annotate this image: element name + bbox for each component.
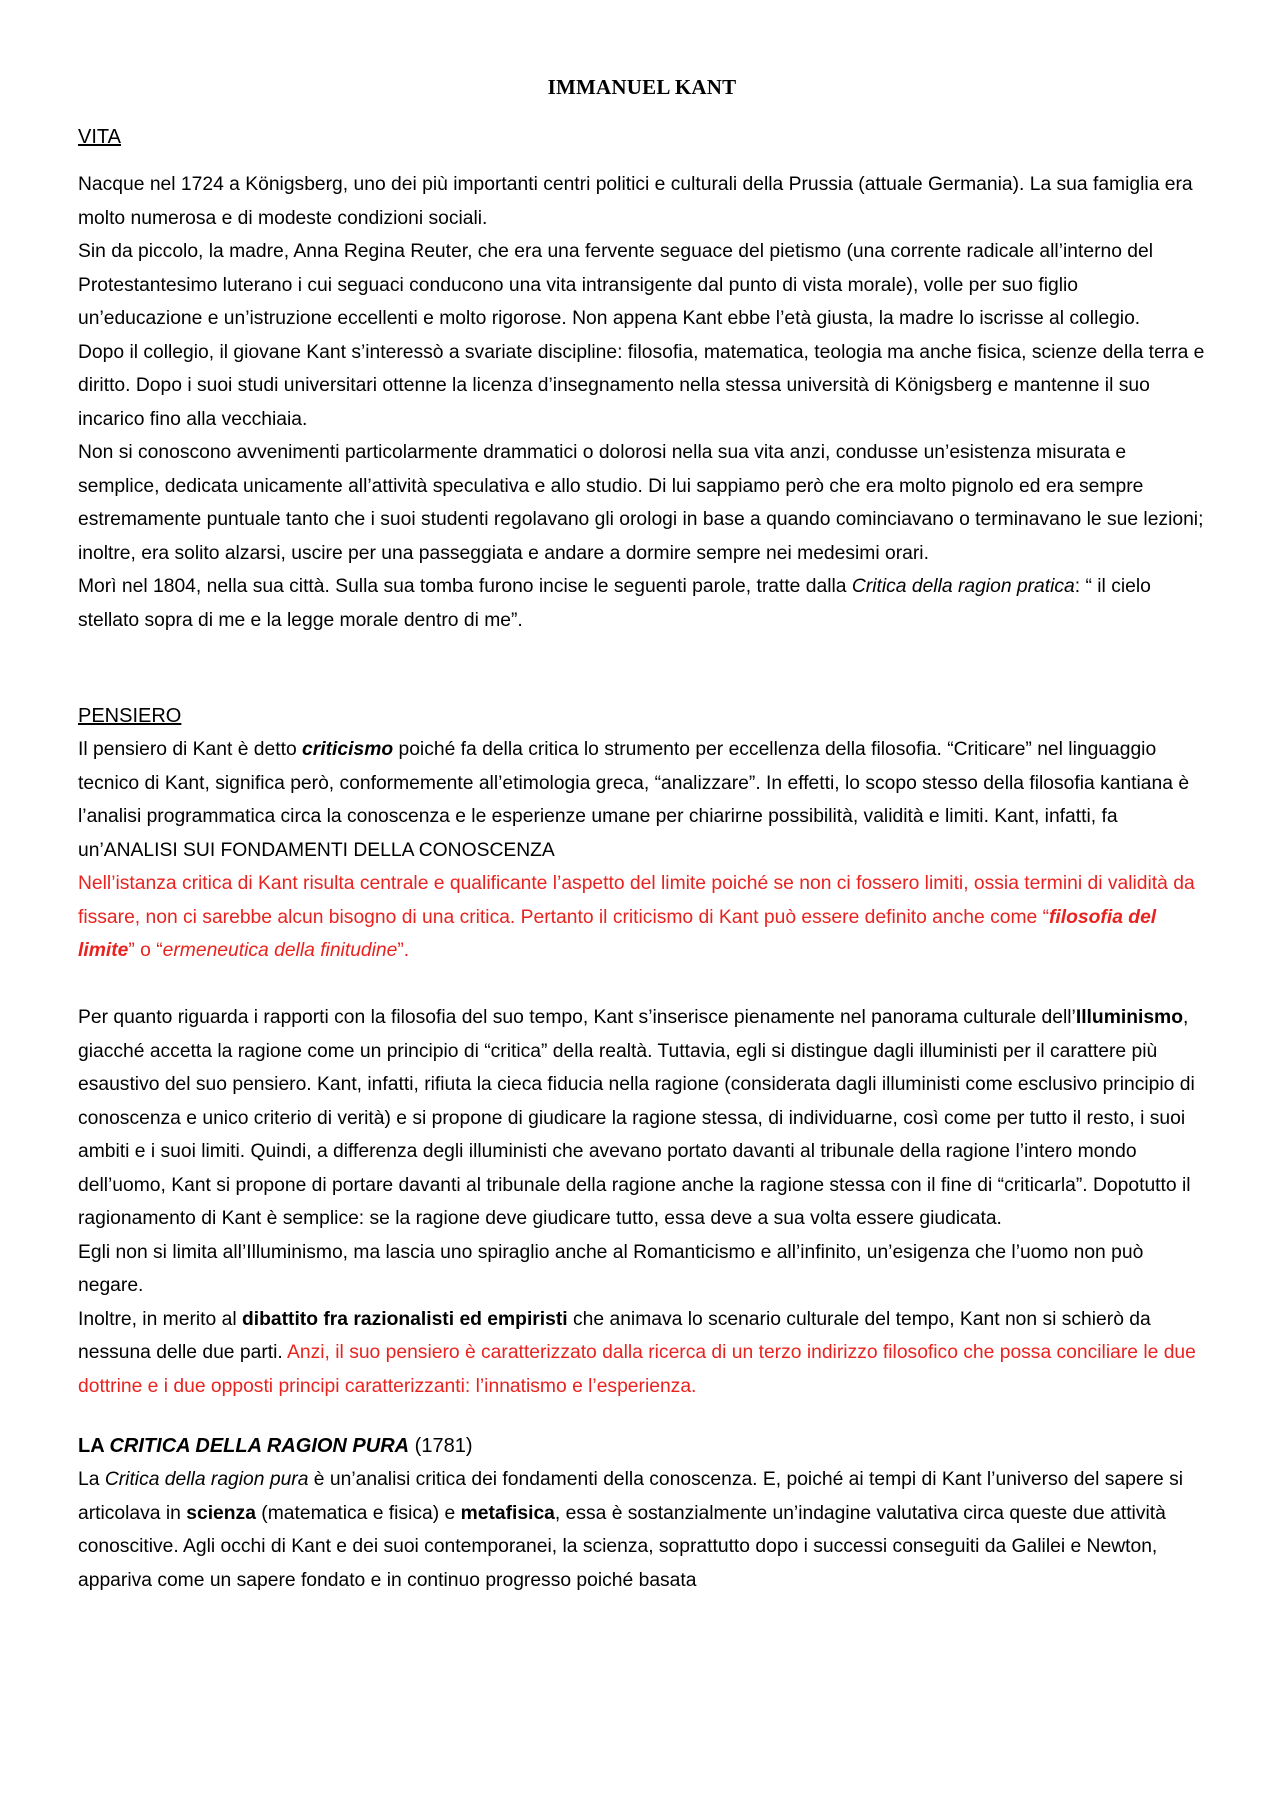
term-dibattito: dibattito fra razionalisti ed empiristi: [241, 1308, 568, 1330]
pensiero-highlight-paragraph: Nell’istanza critica di Kant risulta centrale e qualificante l’aspetto del limite poiché se non ci fossero limiti, ossia termini di validità da fissare, non ci sarebbe alcun bisogno di una critica. Pertanto il criticismo di Kant può essere definito anche come “filosofia del limite” o “ermeneutica della finitudine”.: [78, 873, 1195, 961]
section-critica: [78, 1429, 1206, 1597]
term-illuminismo: Illuminismo: [1075, 1007, 1183, 1028]
section-heading-vita: [78, 120, 1206, 154]
vita-paragraph-1: Nacque nel 1724 a Königsberg, uno dei più importanti centri politici e culturali della Prussia (attuale Germania). La sua famiglia era molto numerosa e di modeste condizioni sociali.: [78, 174, 1193, 229]
term-criticismo: criticismo: [302, 739, 394, 760]
section-vita: [78, 120, 1206, 637]
section-pensiero: [78, 699, 1206, 1403]
term-filosofia-del-limite: filosofia del limite: [78, 906, 1157, 961]
vita-paragraph-4: Non si conoscono avvenimenti particolarmente drammatici o dolorosi nella sua vita anzi, condusse un’esistenza misurata e semplice, dedicata unicamente all’attività speculativa e allo studio. Di lui sappiamo però che era molto pignolo ed era sempre estremamente puntuale tanto che i suoi studenti regolavano gli orologi in base a quando cominciavano o terminavano le sue lezioni; inoltre, era solito alzarsi, uscire per una passeggiata e andare a dormire sempre nei medesimi orari.: [78, 442, 1204, 564]
vita-paragraph-3: Dopo il collegio, il giovane Kant s’interessò a svariate discipline: filosofia, matematica, teologia ma anche fisica, scienze della terra e diritto. Dopo i suoi studi universitari ottenne la licenza d’insegnamento nella stessa università di Königsberg e mantenne il suo incarico fino alla vecchiaia.: [78, 341, 1205, 430]
term-ermeneutica: ermeneutica della finitudine: [162, 940, 398, 961]
heading-text: PENSIERO: [78, 705, 182, 727]
section-heading-pensiero: [78, 699, 1206, 733]
vita-paragraph-2: Sin da piccolo, la madre, Anna Regina Reuter, che era una fervente seguace del pietismo (una corrente radicale all’interno del Protestantesimo luterano i cui seguaci conducono una vita intransigente dal punto di vista morale), volle per suo figlio un’educazione e un’istruzione eccellenti e molto rigorose. Non appena Kant ebbe l’età giusta, la madre lo iscrisse al collegio.: [78, 241, 1154, 329]
pensiero-paragraph-2: Per quanto riguarda i rapporti con la filosofia del suo tempo, Kant s’inserisce pienamente nel panorama culturale dell’Illuminismo, giacché accetta la ragione come un principio di “critica” della realtà. Tuttavia, egli si distingue dagli illuministi per il carattere più esaustivo del suo pensiero. Kant, infatti, rifiuta la cieca fiducia nella ragione (considerata dagli illuministi come esclusivo principio di conoscenza e unico criterio di verità) e si propone di giudicare la ragione stessa, di individuarne, così come per tutto il resto, i suoi ambiti e i suoi limiti. Quindi, a differenza degli illuministi che avevano portato davanti al tribunale della ragione l’intero mondo dell’uomo, Kant si propone di portare davanti al tribunale della ragione anche la ragione stessa con il fine di “criticarla”. Dopotutto il ragionamento di Kant è semplice: se la ragione deve giudicare tutto, essa deve a sua volta essere giudicata.: [78, 1007, 1195, 1229]
pensiero-paragraph-3: Egli non si limita all’Illuminismo, ma lascia uno spiraglio anche al Romanticismo e all’infinito, un’esigenza che l’uomo non può negare.: [78, 1241, 1144, 1296]
document-title: IMMANUEL KANT: [547, 75, 737, 99]
highlight-text: Anzi, il suo pensiero è caratterizzato dalla ricerca di un terzo indirizzo filosofico che possa conciliare le due dottrine e i due opposti principi caratterizzanti: l’innatismo e l’esperienza.: [78, 1342, 1196, 1397]
heading-text: VITA: [78, 126, 121, 148]
pensiero-paragraph-1: Il pensiero di Kant è detto criticismo poiché fa della critica lo strumento per eccellenza della filosofia. “Criticare” nel linguaggio tecnico di Kant, significa però, conformemente all’etimologia greca, “analizzare”. In effetti, lo scopo stesso della filosofia kantiana è l’analisi programmatica circa la conoscenza e le esperienze umane per chiarirne possibilità, validità e limiti. Kant, infatti, fa un’ANALISI SUI FONDAMENTI DELLA CONOSCENZA: [78, 739, 1190, 861]
section-heading-critica: LA CRITICA DELLA RAGION PURA (1781): [78, 1435, 473, 1457]
critica-paragraph-1: La Critica della ragion pura è un’analisi critica dei fondamenti della conoscenza. E, poiché ai tempi di Kant l’universo del sapere si articolava in scienza (matematica e fisica) e metafisica, essa è sostanzialmente un’indagine valutativa circa queste due attività conoscitive. Agli occhi di Kant e dei suoi contemporanei, la scienza, soprattutto dopo i successi conseguiti da Galilei e Newton, appariva come un sapere fondato e in continuo progresso poiché basata: [78, 1469, 1184, 1591]
pensiero-paragraph-4: Inoltre, in merito al dibattito fra razionalisti ed empiristi che animava lo scenario culturale del tempo, Kant non si schierò da nessuna delle due parti. Anzi, il suo pensiero è caratterizzato dalla ricerca di un terzo indirizzo filosofico che possa conciliare le due dottrine e i due opposti principi caratterizzanti: l’innatismo e l’esperienza.: [78, 1308, 1196, 1397]
book-title: Critica della ragion pratica: [851, 576, 1075, 597]
blank-line: [78, 968, 1206, 1002]
vita-paragraph-5: Morì nel 1804, nella sua città. Sulla sua tomba furono incise le seguenti parole, tratte dalla Critica della ragion pratica: “ il cielo stellato sopra di me e la legge morale dentro di me”.: [78, 576, 1151, 631]
